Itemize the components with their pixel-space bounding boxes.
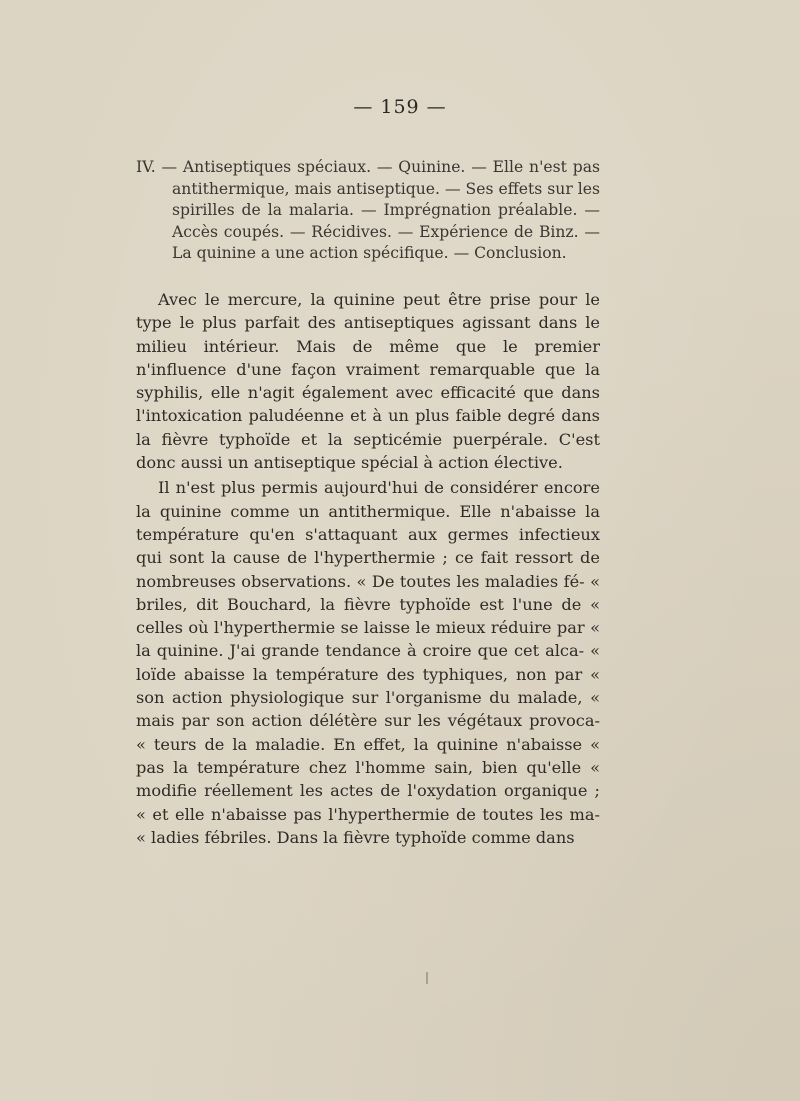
body-text xyxy=(136,288,600,851)
paragraph-1: Avec le mercure, la quinine peut être prise pour le type le plus parfait des antiseptiques agissant dans le milieu intérieur. Mais de même que le premier n'influence d'une façon vraiment remarquable que la syphilis, elle n'agit également avec efficacité que dans l'intoxication paludéenne et à un plus faible degré dans la fièvre typhoïde et la septicémie puerpérale. C'est donc aussi un antiseptique spécial à action élective. xyxy=(136,290,600,473)
page-number: — 159 — xyxy=(353,96,447,118)
chapter-summary xyxy=(136,157,600,265)
paragraph-2: Il n'est plus permis aujourd'hui de considérer encore la quinine comme un antithermique. Elle n'abaisse la température qu'en s'attaquant aux germes infectieux qui sont la cause de l'hyperthermie ; ce fait ressort de nombreuses observations. « De toutes les maladies fé- « briles, dit Bouchard, la fièvre typhoïde est l'une de « celles où l'hyperthermie se laisse le mieux réduire par « la quinine. J'ai grande tendance à croire que cet alca- « loïde abaisse la température des typhiques, non par « son action physiologique sur l'organisme du malade, « mais par son action délétère sur les végétaux provoca- « teurs de la maladie. En effet, la quinine n'abaisse « pas la température chez l'homme sain, bien qu'elle « modifie réellement les actes de l'oxydation organique ; « et elle n'abaisse pas l'hyperthermie de toutes les ma- « ladies fébriles. Dans la fièvre typhoïde comme dans xyxy=(136,478,600,847)
paper-mark xyxy=(426,972,428,984)
summary-text: IV. — Antiseptiques spéciaux. — Quinine. — Elle n'est pas antithermique, mais antiseptique. — Ses effets sur les spirilles de la malaria. — Imprégnation préalable. — Accès coupés. — Récidives. — Expérience de Binz. — La quinine a une action spécifique. — Conclusion. xyxy=(136,158,600,263)
